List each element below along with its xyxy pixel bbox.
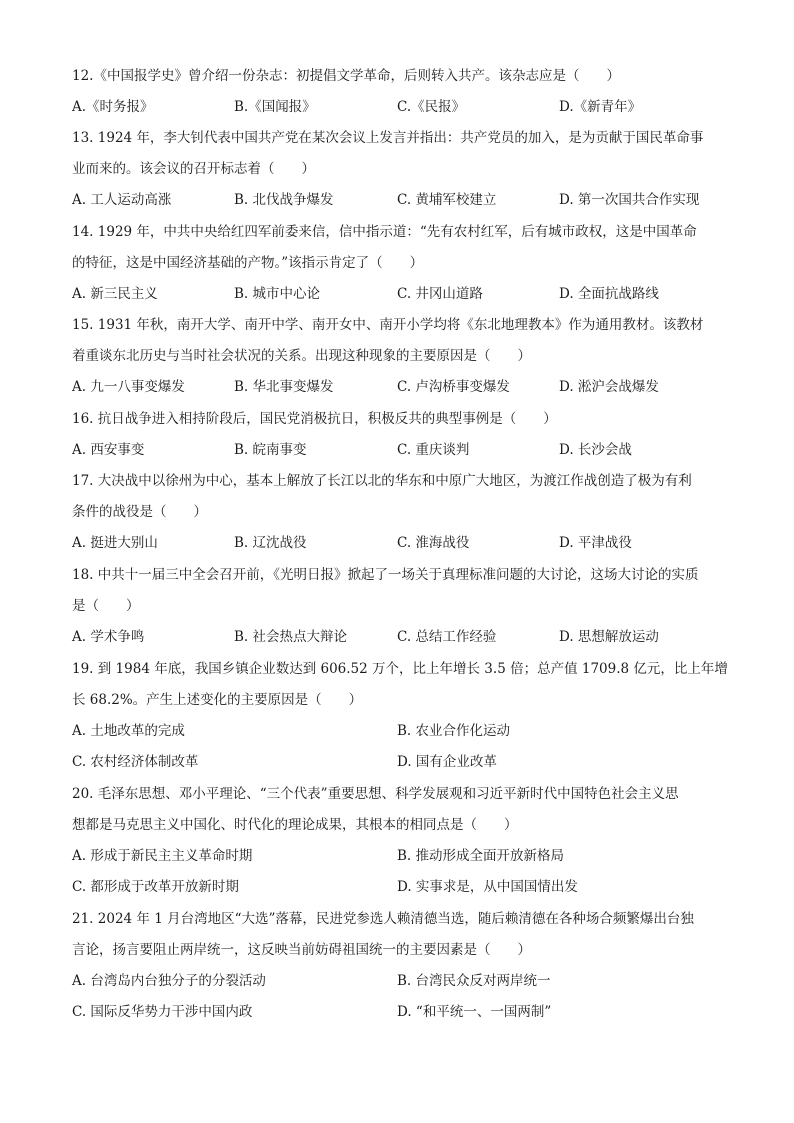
option-c: C. 淮海战役 (397, 535, 470, 551)
option-d: D.《新青年》 (559, 99, 642, 115)
option-b: B. 社会热点大辩论 (234, 629, 348, 645)
question-21-options-row-2 (72, 1003, 722, 1021)
option-a: A. 土地改革的完成 (72, 723, 185, 739)
question-15-stem-line-1: 15. 1931 年秋，南开大学、南开中学、南开女中、南开小学均将《东北地理教本》作为通用教材。该教材 (72, 317, 704, 333)
option-c: C. 黄埔军校建立 (397, 192, 497, 208)
option-a: A. 工人运动高涨 (72, 192, 172, 208)
question-12-stem-line-1: 12.《中国报学史》曾介绍一份杂志：初提倡文学革命，后则转入共产。该杂志应是（ ） (72, 68, 620, 84)
option-b: B. 推动形成全面开放新格局 (397, 848, 565, 864)
option-d: D. 第一次国共合作实现 (559, 192, 700, 208)
question-12-options (72, 98, 722, 116)
question-13-stem-line-2: 业而来的。该会议的召开标志着（ ） (72, 161, 315, 177)
option-c: C. 国际反华势力干涉中国内政 (72, 1004, 253, 1020)
question-14-options (72, 285, 722, 303)
question-18-stem-line-1: 18. 中共十一届三中全会召开前，《光明日报》掀起了一场关于真理标准问题的大讨论，这场大讨论的实质 (72, 567, 699, 583)
option-c: C. 总结工作经验 (397, 629, 497, 645)
question-19-options-row-2 (72, 753, 722, 771)
question-19-options-row-1 (72, 722, 722, 740)
option-b: B.《国闻报》 (234, 99, 316, 115)
option-c: C. 都形成于改革开放新时期 (72, 879, 239, 895)
option-d: D. 国有企业改革 (397, 754, 497, 770)
option-d: D. 思想解放运动 (559, 629, 659, 645)
option-b: B. 北伐战争爆发 (234, 192, 334, 208)
question-14-stem-line-1: 14. 1929 年，中共中央给红四军前委来信，信中指示道：“先有农村红军，后有城市政权，这是中国革命 (72, 224, 697, 240)
question-20-stem-line-1: 20. 毛泽东思想、邓小平理论、“三个代表”重要思想、科学发展观和习近平新时代中国特色社会主义思 (72, 786, 679, 802)
question-18-options (72, 628, 722, 646)
option-a: A. 台湾岛内台独分子的分裂活动 (72, 973, 266, 989)
option-b: B. 农业合作化运动 (397, 723, 511, 739)
option-b: B. 城市中心论 (234, 286, 321, 302)
option-a: A. 形成于新民主主义革命时期 (72, 848, 253, 864)
option-a: A. 九一八事变爆发 (72, 379, 185, 395)
option-d: D. 实事求是，从中国国情出发 (397, 879, 578, 895)
question-17-options (72, 534, 722, 552)
option-c: C. 井冈山道路 (397, 286, 483, 302)
option-b: B. 华北事变爆发 (234, 379, 334, 395)
option-c: C.《民报》 (397, 99, 466, 115)
option-c: C. 卢沟桥事变爆发 (397, 379, 510, 395)
question-15-stem-line-2: 着重谈东北历史与当时社会状况的关系。出现这种现象的主要原因是（ ） (72, 348, 531, 364)
option-a: A.《时务报》 (72, 99, 154, 115)
option-a: A. 学术争鸣 (72, 629, 145, 645)
question-14-stem-line-2: 的特征，这是中国经济基础的产物。”该指示肯定了（ ） (72, 255, 424, 271)
question-16-options (72, 441, 722, 459)
question-13-stem-line-1: 13. 1924 年，李大钊代表中国共产党在某次会议上发言并指出：共产党员的加入，是为贡献于国民革命事 (72, 130, 704, 146)
option-a: A. 新三民主义 (72, 286, 158, 302)
option-b: B. 台湾民众反对两岸统一 (397, 973, 551, 989)
option-d: D. 平津战役 (559, 535, 632, 551)
option-b: B. 辽沈战役 (234, 535, 307, 551)
question-17-stem-line-1: 17. 大决战中以徐州为中心，基本上解放了长江以北的华东和中原广大地区，为渡江作战创造了极为有利 (72, 473, 692, 489)
question-18-stem-line-2: 是（ ） (72, 598, 140, 614)
question-20-stem-line-2: 想都是马克思主义中国化、时代化的理论成果，其根本的相同点是（ ） (72, 817, 518, 833)
question-20-options-row-1 (72, 847, 722, 865)
option-d: D. 长沙会战 (559, 442, 632, 458)
option-b: B. 皖南事变 (234, 442, 307, 458)
question-21-stem-line-2: 言论，扬言要阻止两岸统一，这反映当前妨碍祖国统一的主要因素是（ ） (72, 942, 531, 958)
option-a: A. 西安事变 (72, 442, 145, 458)
question-21-options-row-1 (72, 972, 722, 990)
question-13-options (72, 191, 722, 209)
option-d: D. 全面抗战路线 (559, 286, 659, 302)
option-d: D. 淞沪会战爆发 (559, 379, 659, 395)
question-19-stem-line-2: 长 68.2%。产生上述变化的主要原因是（ ） (72, 692, 363, 708)
option-c: C. 重庆谈判 (397, 442, 470, 458)
question-20-options-row-2 (72, 878, 722, 896)
option-c: C. 农村经济体制改革 (72, 754, 199, 770)
question-17-stem-line-2: 条件的战役是（ ） (72, 504, 207, 520)
question-21-stem-line-1: 21. 2024 年 1 月台湾地区“大选”落幕，民进党参选人赖清德当选，随后赖清德在各种场合频繁爆出台独 (72, 911, 694, 927)
question-19-stem-line-1: 19. 到 1984 年底，我国乡镇企业数达到 606.52 万个，比上年增长 3.5 倍；总产值 1709.8 亿元，比上年增 (72, 661, 728, 677)
option-a: A. 挺进大别山 (72, 535, 158, 551)
option-d: D. “和平统一、一国两制” (397, 1004, 552, 1020)
question-16-stem-line-1: 16. 抗日战争进入相持阶段后，国民党消极抗日，积极反共的典型事例是（ ） (72, 411, 557, 427)
question-15-options (72, 378, 722, 396)
